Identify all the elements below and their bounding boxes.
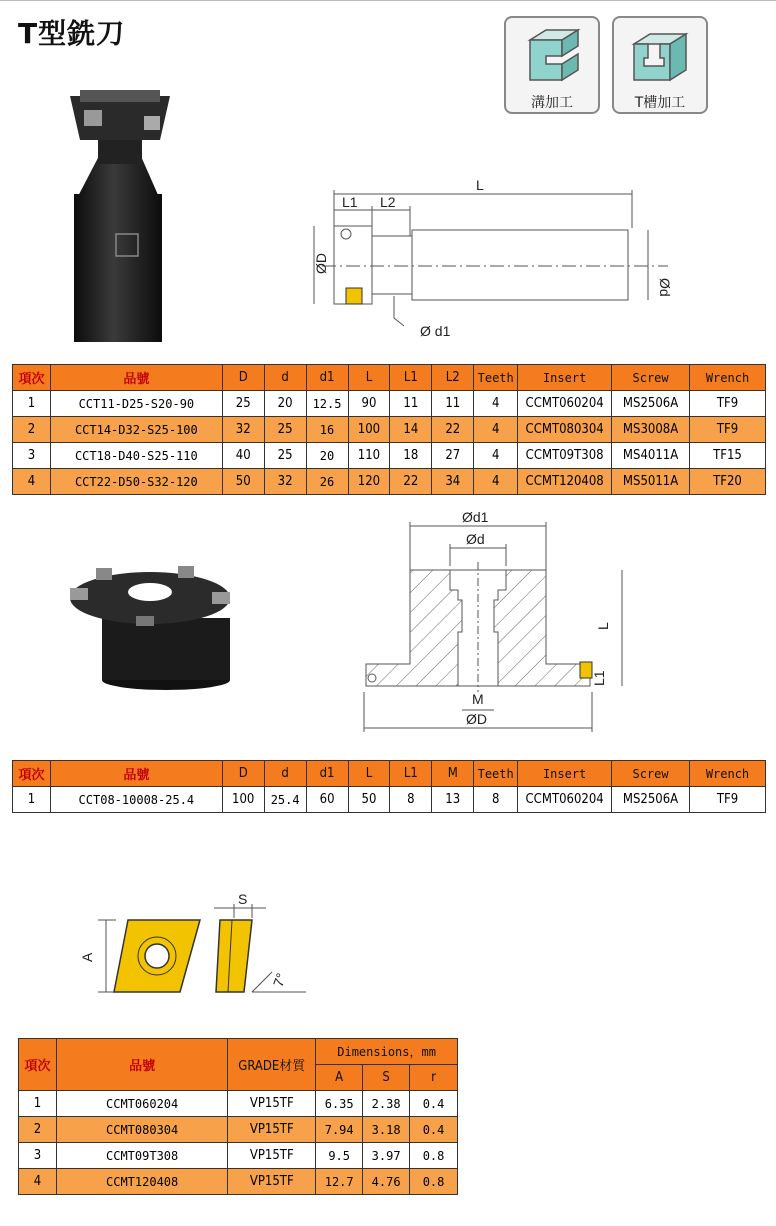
header-cell: d1 — [306, 761, 348, 787]
table-cell: 1 — [13, 787, 51, 813]
header-cell: d1 — [306, 365, 348, 391]
dim-label-L2: L2 — [380, 194, 396, 210]
table-row — [13, 469, 766, 495]
dim-label-L1: L1 — [342, 194, 358, 210]
table-cell: TF9 — [690, 787, 766, 813]
dim-label-A: A — [79, 952, 95, 962]
shell-t-cutter-photo — [66, 562, 236, 696]
cutter-spec-table — [12, 364, 766, 495]
top-border — [0, 0, 776, 1]
table-cell: 0.4 — [410, 1117, 458, 1143]
table-row — [19, 1169, 458, 1195]
shell-cutter-section-drawing — [358, 506, 638, 742]
table-cell: 25 — [222, 391, 264, 417]
table-cell: 120 — [348, 469, 390, 495]
table-cell: 32 — [264, 469, 306, 495]
header-cell: L2 — [432, 365, 474, 391]
header-cell: Insert — [518, 761, 612, 787]
header-cell: 項次 — [13, 761, 51, 787]
slot-machining-card — [504, 16, 600, 114]
table-cell: TF15 — [690, 443, 766, 469]
header-item: 項次 — [19, 1039, 57, 1091]
table-cell: 34 — [432, 469, 474, 495]
table-cell: 50 — [222, 469, 264, 495]
dim-label-L: L — [595, 622, 611, 630]
table-cell: 12.5 — [306, 391, 348, 417]
table-cell: CCMT120408 — [518, 469, 612, 495]
header-cell: M — [432, 761, 474, 787]
table-cell: 14 — [390, 417, 432, 443]
table-cell: CCMT09T308 — [518, 443, 612, 469]
table-cell: CCMT080304 — [56, 1117, 227, 1143]
table-cell: 7.94 — [316, 1117, 363, 1143]
table-cell: 8 — [390, 787, 432, 813]
table-cell: 1 — [13, 391, 51, 417]
table-cell: 16 — [306, 417, 348, 443]
dim-label-d: Ød — [657, 278, 673, 297]
table-cell: CCMT060204 — [56, 1091, 227, 1117]
dim-label-D: ØD — [466, 711, 487, 727]
table-header-row — [13, 365, 766, 391]
table-cell: MS3008A — [612, 417, 690, 443]
table-cell: 27 — [432, 443, 474, 469]
table-cell: MS2506A — [612, 787, 690, 813]
table-cell: 4 — [19, 1169, 57, 1195]
table-cell: 40 — [222, 443, 264, 469]
table-row — [13, 417, 766, 443]
table-cell: 100 — [222, 787, 264, 813]
header-dimensions: Dimensions，mm — [316, 1039, 458, 1065]
table-cell: CCT08-10008-25.4 — [50, 787, 222, 813]
table-cell: 13 — [432, 787, 474, 813]
table-cell: 9.5 — [316, 1143, 363, 1169]
header-cell: d — [264, 365, 306, 391]
dim-label-angle: 7° — [269, 970, 290, 990]
table-cell: VP15TF — [228, 1169, 316, 1195]
page-title: T型銑刀 — [18, 17, 126, 50]
t-slot-machining-label: T槽加工 — [634, 95, 686, 111]
table-body — [19, 1091, 458, 1195]
slot-machining-label: 溝加工 — [531, 95, 573, 111]
table-cell: MS5011A — [612, 469, 690, 495]
table-cell: 3 — [13, 443, 51, 469]
table-cell: 90 — [348, 391, 390, 417]
table-cell: 3.97 — [363, 1143, 410, 1169]
table-cell: 4 — [474, 417, 518, 443]
table-body — [13, 787, 766, 813]
header-r: r — [410, 1065, 458, 1091]
table-cell: TF9 — [690, 391, 766, 417]
table-cell: CCMT09T308 — [56, 1143, 227, 1169]
header-cell: Wrench — [690, 365, 766, 391]
table-cell: 0.4 — [410, 1091, 458, 1117]
table-cell: CCMT080304 — [518, 417, 612, 443]
header-cell: 品號 — [50, 365, 222, 391]
table-cell: CCT11-D25-S20-90 — [50, 391, 222, 417]
table-row — [13, 391, 766, 417]
table-cell: 22 — [390, 469, 432, 495]
table-cell: TF20 — [690, 469, 766, 495]
table-cell: 4 — [474, 443, 518, 469]
dim-label-M: M — [472, 691, 484, 707]
t-slot-cutter-photo — [60, 84, 180, 342]
table-cell: MS2506A — [612, 391, 690, 417]
table-cell: CCMT060204 — [518, 391, 612, 417]
table-cell: 2.38 — [363, 1091, 410, 1117]
slot-groove-icon — [506, 18, 598, 88]
header-grade: GRADE材質 — [228, 1039, 316, 1091]
table-cell: 8 — [474, 787, 518, 813]
table-cell: VP15TF — [228, 1143, 316, 1169]
header-cell: Insert — [518, 365, 612, 391]
dim-label-d1: Ø d1 — [420, 323, 451, 339]
table-cell: CCMT120408 — [56, 1169, 227, 1195]
header-cell: L1 — [390, 761, 432, 787]
header-cell: L1 — [390, 365, 432, 391]
table-cell: 50 — [348, 787, 390, 813]
shell-cutter-spec-table — [12, 760, 766, 813]
table-cell: TF9 — [690, 417, 766, 443]
table-cell: 20 — [306, 443, 348, 469]
insert-dimension-table — [18, 1038, 458, 1195]
dim-label-D: ØD — [313, 253, 329, 274]
dim-label-L1: L1 — [591, 670, 607, 686]
table-cell: 11 — [432, 391, 474, 417]
table-cell: 18 — [390, 443, 432, 469]
cutter-dimension-drawing — [296, 170, 696, 350]
header-cell: 品號 — [50, 761, 222, 787]
dim-label-d: Ød — [466, 531, 485, 547]
table-cell: VP15TF — [228, 1091, 316, 1117]
header-cell: Teeth — [474, 365, 518, 391]
table-cell: 26 — [306, 469, 348, 495]
table-cell: 12.7 — [316, 1169, 363, 1195]
table-cell: 25 — [264, 443, 306, 469]
table-cell: 100 — [348, 417, 390, 443]
header-part-no: 品號 — [56, 1039, 227, 1091]
table-cell: CCT18-D40-S25-110 — [50, 443, 222, 469]
table-header-row — [13, 761, 766, 787]
table-row — [19, 1117, 458, 1143]
table-row — [19, 1091, 458, 1117]
header-cell: L — [348, 761, 390, 787]
table-cell: 4 — [474, 391, 518, 417]
dim-label-S: S — [238, 891, 248, 907]
table-cell: 0.8 — [410, 1143, 458, 1169]
table-cell: CCMT060204 — [518, 787, 612, 813]
header-cell: d — [264, 761, 306, 787]
table-cell: 1 — [19, 1091, 57, 1117]
insert-drawing — [76, 890, 316, 1010]
table-body — [13, 391, 766, 495]
header-cell: Screw — [612, 761, 690, 787]
header-cell: D — [222, 761, 264, 787]
table-cell: 60 — [306, 787, 348, 813]
table-cell: MS4011A — [612, 443, 690, 469]
header-cell: Wrench — [690, 761, 766, 787]
table-cell: 0.8 — [410, 1169, 458, 1195]
header-A: A — [316, 1065, 363, 1091]
t-slot-machining-card — [612, 16, 708, 114]
table-row — [19, 1143, 458, 1169]
table-cell: 22 — [432, 417, 474, 443]
table-cell: 3 — [19, 1143, 57, 1169]
table-cell: 11 — [390, 391, 432, 417]
header-S: S — [363, 1065, 410, 1091]
table-cell: 25.4 — [264, 787, 306, 813]
t-slot-icon — [614, 18, 706, 88]
table-cell: 20 — [264, 391, 306, 417]
header-cell: Teeth — [474, 761, 518, 787]
table-row — [13, 787, 766, 813]
table-cell: 2 — [19, 1117, 57, 1143]
table-cell: VP15TF — [228, 1117, 316, 1143]
table-cell: 4 — [13, 469, 51, 495]
table-cell: 4.76 — [363, 1169, 410, 1195]
dim-label-L: L — [476, 177, 484, 193]
header-cell: D — [222, 365, 264, 391]
header-cell: L — [348, 365, 390, 391]
table-cell: 4 — [474, 469, 518, 495]
header-cell: 項次 — [13, 365, 51, 391]
table-cell: CCT14-D32-S25-100 — [50, 417, 222, 443]
dim-label-d1: Ød1 — [462, 509, 489, 525]
table-cell: 3.18 — [363, 1117, 410, 1143]
header-cell: Screw — [612, 365, 690, 391]
table-cell: 110 — [348, 443, 390, 469]
table-cell: CCT22-D50-S32-120 — [50, 469, 222, 495]
table-cell: 6.35 — [316, 1091, 363, 1117]
table-cell: 2 — [13, 417, 51, 443]
table-cell: 32 — [222, 417, 264, 443]
table-row — [13, 443, 766, 469]
table-cell: 25 — [264, 417, 306, 443]
